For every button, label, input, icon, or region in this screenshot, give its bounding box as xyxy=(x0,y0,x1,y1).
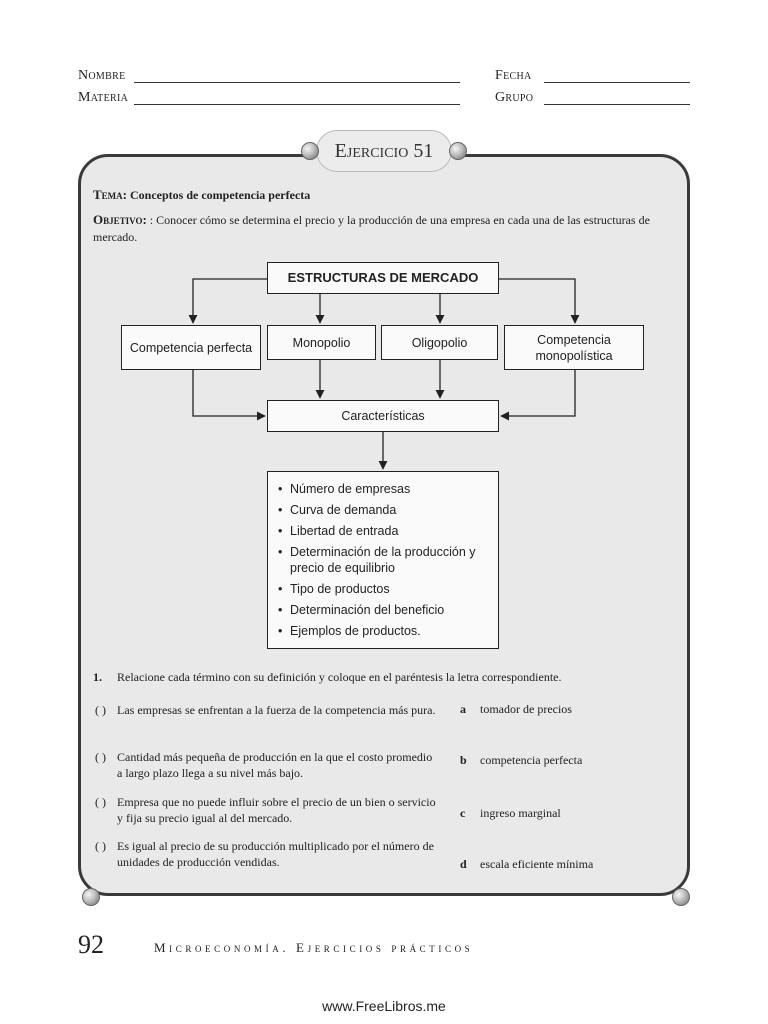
answer-blank[interactable]: ( ) xyxy=(95,703,106,717)
structure-oligopolio: Oligopolio xyxy=(381,325,498,360)
question-prompt: Relacione cada término con su definición y coloque en el paréntesis la letra correspondiente. xyxy=(117,670,562,684)
answer-text: ingreso marginal xyxy=(480,806,561,820)
answer-option xyxy=(460,753,582,768)
definition-item xyxy=(95,749,455,783)
definition-text: Es igual al precio de su producción multiplicado por el número de unidades de producción vendidas. xyxy=(117,839,434,869)
source-url[interactable]: www.FreeLibros.me xyxy=(322,998,446,1014)
arrow-monopolistica-to-caracteristicas xyxy=(501,370,575,416)
answer-blank[interactable]: ( ) xyxy=(95,750,106,764)
answer-option xyxy=(460,806,561,821)
answer-letter: c xyxy=(460,806,466,820)
list-item: • Ejemplos de productos. xyxy=(278,623,492,639)
nombre-label: Nombre xyxy=(78,68,126,83)
materia-label: Materia xyxy=(78,90,129,105)
answer-text: escala eficiente mínima xyxy=(480,857,594,871)
fecha-label: Fecha xyxy=(495,68,532,83)
list-item: • Tipo de productos xyxy=(278,581,492,597)
definition-item xyxy=(95,838,455,872)
question-number: 1. xyxy=(93,670,102,684)
answer-letter: a xyxy=(460,702,466,716)
tema-label: Tema: xyxy=(93,187,127,202)
arrow-to-competencia-perfecta xyxy=(193,279,267,323)
question-1 xyxy=(93,670,683,685)
answer-option xyxy=(460,857,593,872)
answer-text: competencia perfecta xyxy=(480,753,583,767)
caracteristicas-box: Características xyxy=(267,400,499,432)
characteristics-list xyxy=(267,471,499,649)
objetivo-text: : Conocer cómo se determina el precio y la producción de una empresa en cada una de las estructuras de mercado. xyxy=(93,213,650,244)
structure-competencia-perfecta: Competencia perfecta xyxy=(121,325,261,370)
answer-blank[interactable]: ( ) xyxy=(95,795,106,809)
list-item: • Curva de demanda xyxy=(278,502,492,518)
list-item: • Determinación de la producción y precio de equilibrio xyxy=(278,544,492,576)
definition-text: Cantidad más pequeña de producción en la que el costo promedio a largo plazo llega a su nivel más bajo. xyxy=(117,750,433,780)
definition-item xyxy=(95,702,455,736)
structure-monopolio: Monopolio xyxy=(267,325,376,360)
list-item: • Número de empresas xyxy=(278,481,492,497)
answer-letter: b xyxy=(460,753,467,767)
running-title: Microeconomía. Ejercicios prácticos xyxy=(154,940,474,955)
answer-letter: d xyxy=(460,857,467,871)
answer-blank[interactable]: ( ) xyxy=(95,839,106,853)
list-item: • Determinación del beneficio xyxy=(278,602,492,618)
objetivo-label: Objetivo: xyxy=(93,212,147,227)
answer-option xyxy=(460,702,572,717)
tema-text: Conceptos de competencia perfecta xyxy=(130,188,311,202)
definition-text: Empresa que no puede influir sobre el precio de un bien o servicio y fija su precio igual al del mercado. xyxy=(117,795,436,825)
definition-text: Las empresas se enfrentan a la fuerza de la competencia más pura. xyxy=(117,703,436,717)
answer-text: tomador de precios xyxy=(480,702,572,716)
list-item: • Libertad de entrada xyxy=(278,523,492,539)
arrow-perfecta-to-caracteristicas xyxy=(193,370,265,416)
grupo-label: Grupo xyxy=(495,90,534,105)
exercise-title: Ejercicio 51 xyxy=(316,130,452,172)
page-number: 92 xyxy=(78,930,104,959)
arrow-to-competencia-monopolistica xyxy=(499,279,575,323)
structure-competencia-monopolistica: Competencia monopolística xyxy=(504,325,644,370)
root-box: ESTRUCTURAS DE MERCADO xyxy=(267,262,499,294)
definition-item xyxy=(95,794,455,828)
